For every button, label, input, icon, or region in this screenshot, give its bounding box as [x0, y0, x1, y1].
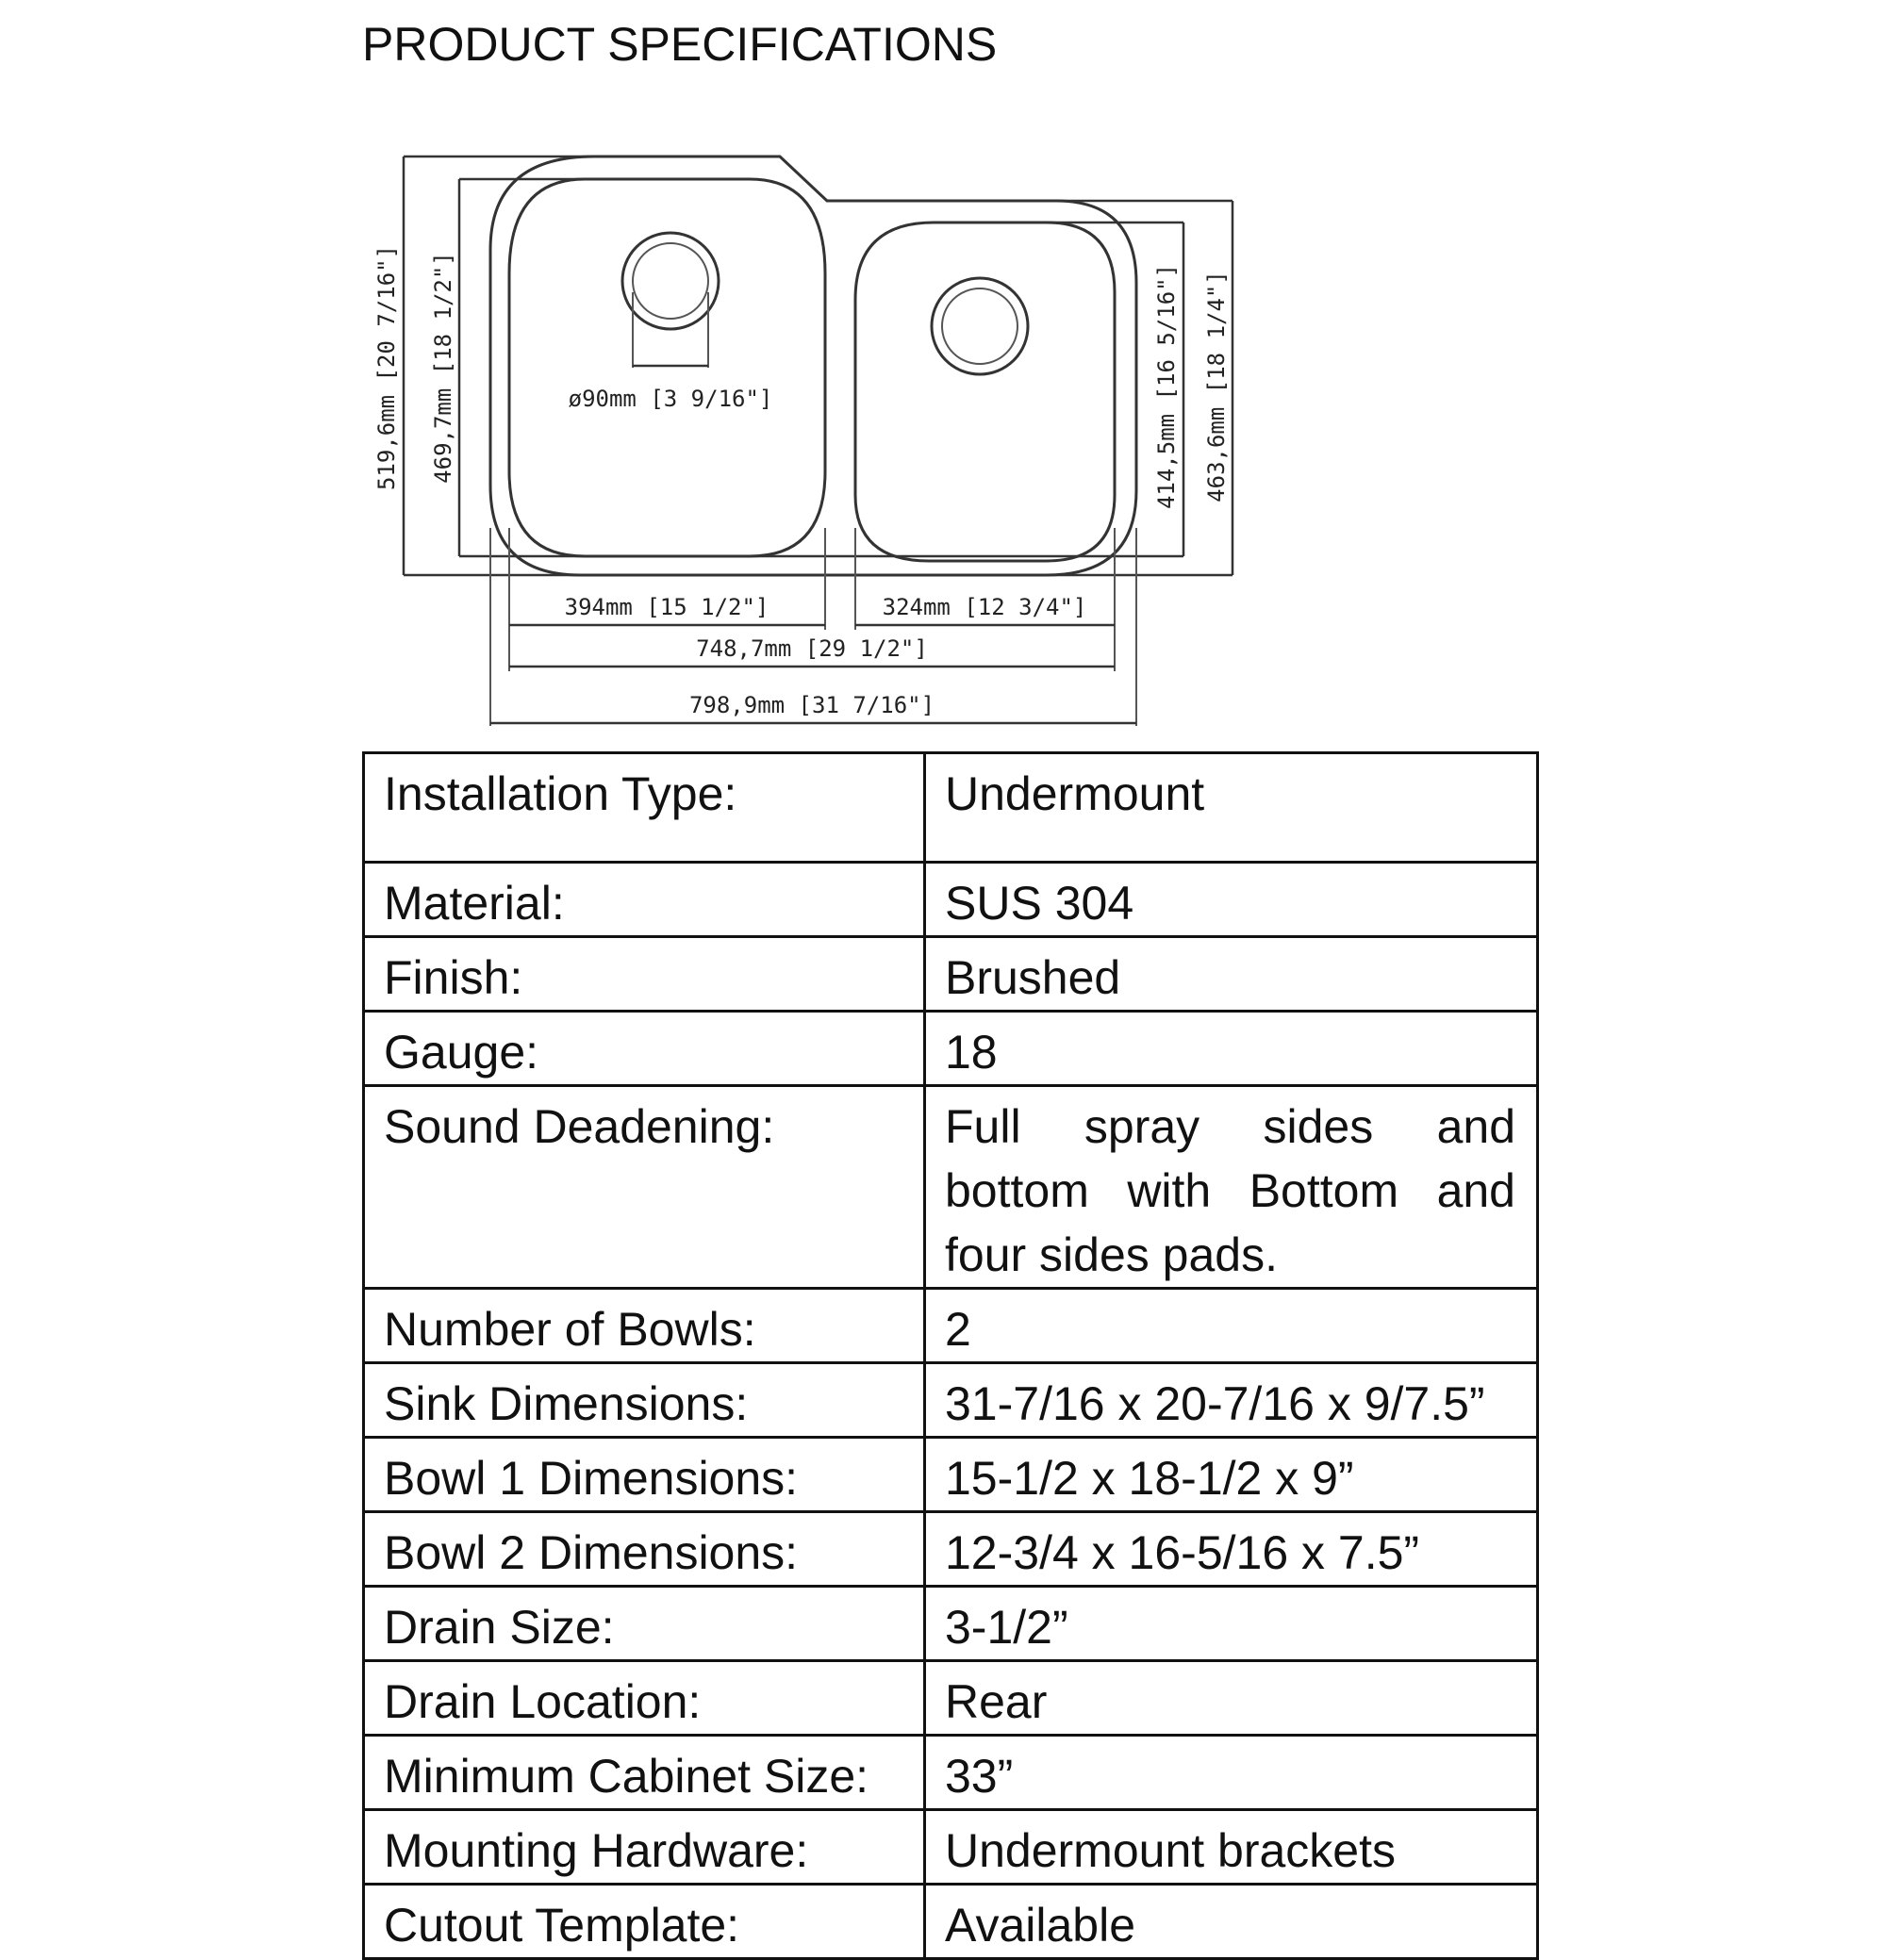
right-depth-label: 463,6mm [18 1/4"] [1203, 271, 1230, 502]
spec-row-cutout-template [364, 1885, 1538, 1959]
bowl-2-outline [855, 222, 1115, 561]
drain-1-inner [633, 243, 708, 319]
spec-table [362, 751, 1539, 1960]
drain-2-outer [932, 278, 1028, 374]
spec-label: Minimum Cabinet Size: [364, 1736, 925, 1810]
spec-label: Sound Deadening: [364, 1086, 925, 1289]
spec-label: Cutout Template: [364, 1885, 925, 1959]
spec-value: Available [925, 1885, 1538, 1959]
drain-1-outer [622, 233, 719, 329]
spec-row-bowl-1-dimensions [364, 1438, 1538, 1512]
bowl2-width-label: 324mm [12 3/4"] [882, 594, 1087, 620]
spec-label: Number of Bowls: [364, 1289, 925, 1363]
spec-value: Undermount brackets [925, 1810, 1538, 1885]
spec-value: SUS 304 [925, 863, 1538, 937]
spec-value: Undermount [925, 753, 1538, 863]
spec-row-drain-location [364, 1661, 1538, 1736]
overall-depth-label: 519,6mm [20 7/16"] [373, 244, 400, 491]
bowl1-width-label: 394mm [15 1/2"] [564, 594, 769, 620]
bowl1-depth-label: 469,7mm [18 1/2"] [430, 252, 456, 484]
drain-size-label: ø90mm [3 9/16"] [568, 386, 773, 412]
spec-label: Mounting Hardware: [364, 1810, 925, 1885]
spec-value: 3-1/2” [925, 1587, 1538, 1661]
spec-label: Drain Size: [364, 1587, 925, 1661]
drain-2-inner [942, 288, 1017, 364]
bowl-1-outline [509, 179, 825, 556]
spec-value: 18 [925, 1012, 1538, 1086]
overall-width-label: 798,9mm [31 7/16"] [688, 692, 935, 718]
spec-label: Material: [364, 863, 925, 937]
spec-label: Drain Location: [364, 1661, 925, 1736]
spec-value: 15-1/2 x 18-1/2 x 9” [925, 1438, 1538, 1512]
spec-value: Brushed [925, 937, 1538, 1012]
spec-label: Bowl 2 Dimensions: [364, 1512, 925, 1587]
sink-dimension-drawing [0, 0, 1886, 754]
spec-label: Gauge: [364, 1012, 925, 1086]
spec-row-gauge [364, 1012, 1538, 1086]
spec-row-sound-deadening [364, 1086, 1538, 1289]
bowl2-depth-label: 414,5mm [16 5/16"] [1153, 263, 1180, 510]
spec-row-material [364, 863, 1538, 937]
spec-value: Full spray sides and bottom with Bottom and four sides pads. [925, 1086, 1538, 1289]
page-title: PRODUCT SPECIFICATIONS [362, 18, 998, 71]
spec-label: Installation Type: [364, 753, 925, 863]
spec-value: 12-3/4 x 16-5/16 x 7.5” [925, 1512, 1538, 1587]
spec-row-minimum-cabinet-size [364, 1736, 1538, 1810]
spec-row-mounting-hardware [364, 1810, 1538, 1885]
spec-value: Rear [925, 1661, 1538, 1736]
spec-value: 31-7/16 x 20-7/16 x 9/7.5” [925, 1363, 1538, 1438]
spec-value: 2 [925, 1289, 1538, 1363]
sink-outer-outline [490, 156, 1136, 575]
spec-label: Finish: [364, 937, 925, 1012]
spec-value: 33” [925, 1736, 1538, 1810]
inner-width-label: 748,7mm [29 1/2"] [696, 635, 928, 662]
spec-row-finish [364, 937, 1538, 1012]
spec-row-installation-type [364, 753, 1538, 863]
spec-row-bowl-2-dimensions [364, 1512, 1538, 1587]
spec-row-drain-size [364, 1587, 1538, 1661]
spec-row-sink-dimensions [364, 1363, 1538, 1438]
spec-label: Bowl 1 Dimensions: [364, 1438, 925, 1512]
spec-label: Sink Dimensions: [364, 1363, 925, 1438]
spec-row-number-of-bowls [364, 1289, 1538, 1363]
